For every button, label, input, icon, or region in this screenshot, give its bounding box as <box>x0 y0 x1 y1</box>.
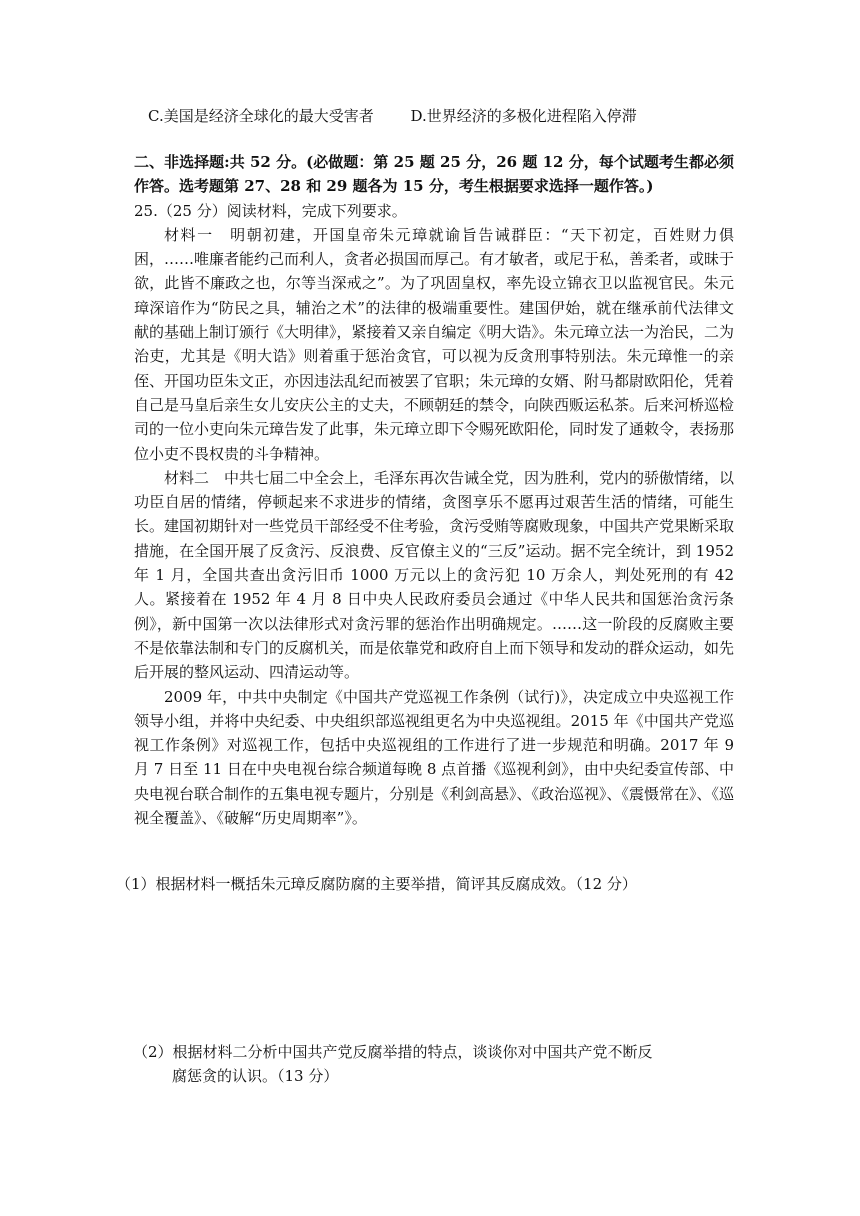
sub-question-1: （1）根据材料一概括朱元璋反腐防腐的主要举措，简评其反腐成效。（12 分） <box>116 875 637 893</box>
sub-question-2 <box>133 1040 743 1088</box>
non-choice-section <box>134 150 734 830</box>
option-c: C.美国是经济全球化的最大受害者 <box>148 107 374 125</box>
material-one: 材料一 明朝初建，开国皇帝朱元璋就谕旨告诫群臣：“天下初定，百姓财力俱困，……唯廉者能约己而利人，贪者必损国而厚己。有才敏者，或尼于私，善柔者，或昧于欲，此皆不廉政之也，尔等当深戒之”。为了巩固皇权，率先设立锦衣卫以监视官民。朱元璋深谙作为“防民之具，辅治之术”的法律的极端重要性。建国伊始，就在继承前代法律文献的基础上制订颁行《大明律》，紧接着又亲自编定《明大诰》。朱元璋立法一为治民，二为治吏，尤其是《明大诰》则着重于惩治贪官，可以视为反贪刑事特别法。朱元璋惟一的亲侄、开国功臣朱文正，亦因违法乱纪而被罢了官职；朱元璋的女婿、附马都尉欧阳伦，凭着自己是马皇后亲生女儿安庆公主的丈夫，不顾朝廷的禁令，向陕西贩运私茶。后来河桥巡检司的一位小吏向朱元璋告发了此事，朱元璋立即下令赐死欧阳伦，同时发了通敕令，表扬那位小吏不畏权贵的斗争精神。 <box>134 225 735 463</box>
section-heading: 二、非选择题:共 52 分。(必做题：第 25 题 25 分，26 题 12 分，每个试题考生都必须作答。选考题第 27、28 和 29 题各为 15 分，考生根据要求选择一题作答。) <box>134 153 734 196</box>
sub-question-2-line-1: （2）根据材料二分析中国共产党反腐举措的特点，谈谈你对中国共产党不断反 <box>133 1043 653 1061</box>
question-25-intro: 25.（25 分）阅读材料，完成下列要求。 <box>134 201 407 220</box>
material-two-continued: 2009 年，中共中央制定《中国共产党巡视工作条例（试行)》，决定成立中央巡视工作领导小组，并将中央纪委、中央组织部巡视组更名为中央巡视组。2015 年《中国共产党巡视工作条例》对巡视工作，包括中央巡视组的工作进行了进一步规范和明确。2017 年 9 月 7 日至 11 日在中央电视台综合频道每晚 8 点首播《巡视利剑》，由中央纪委宣传部、中央电视台联合制作的五集电视专题片，分别是《利剑高悬》、《政治巡视》、《震慑常在》、《巡视全覆盖》、《破解“历史周期率”》。 <box>134 687 735 828</box>
material-two: 材料二 中共七届二中全会上，毛泽东再次告诫全党，因为胜利，党内的骄傲情绪，以功臣自居的情绪，停顿起来不求进步的情绪，贪图享乐不愿再过艰苦生活的情绪，可能生长。建国初期针对一些党员干部经受不住考验，贪污受贿等腐败现象，中国共产党果断采取措施，在全国开展了反贪污、反浪费、反官僚主义的“三反”运动。据不完全统计，到 1952 年 1 月，全国共查出贪污旧币 1000 万元以上的贪污犯 10 万余人，判处死刑的有 42 人。紧接着在 1952 年 4 月 8 日中央人民政府委员会通过《中华人民共和国惩治贪污条例》，新中国第一次以法律形式对贪污罪的惩治作出明确规定。……这一阶段的反腐败主要不是依靠法制和专门的反腐机关，而是依靠党和政府自上而下领导和发动的群众运动，如先后开展的整风运动、四清运动等。 <box>134 468 735 682</box>
option-d: D.世界经济的多极化进程陷入停滞 <box>410 107 637 125</box>
sub-question-2-line-2: 腐惩贪的认识。（13 分） <box>172 1067 339 1085</box>
answer-options-row <box>148 104 637 128</box>
